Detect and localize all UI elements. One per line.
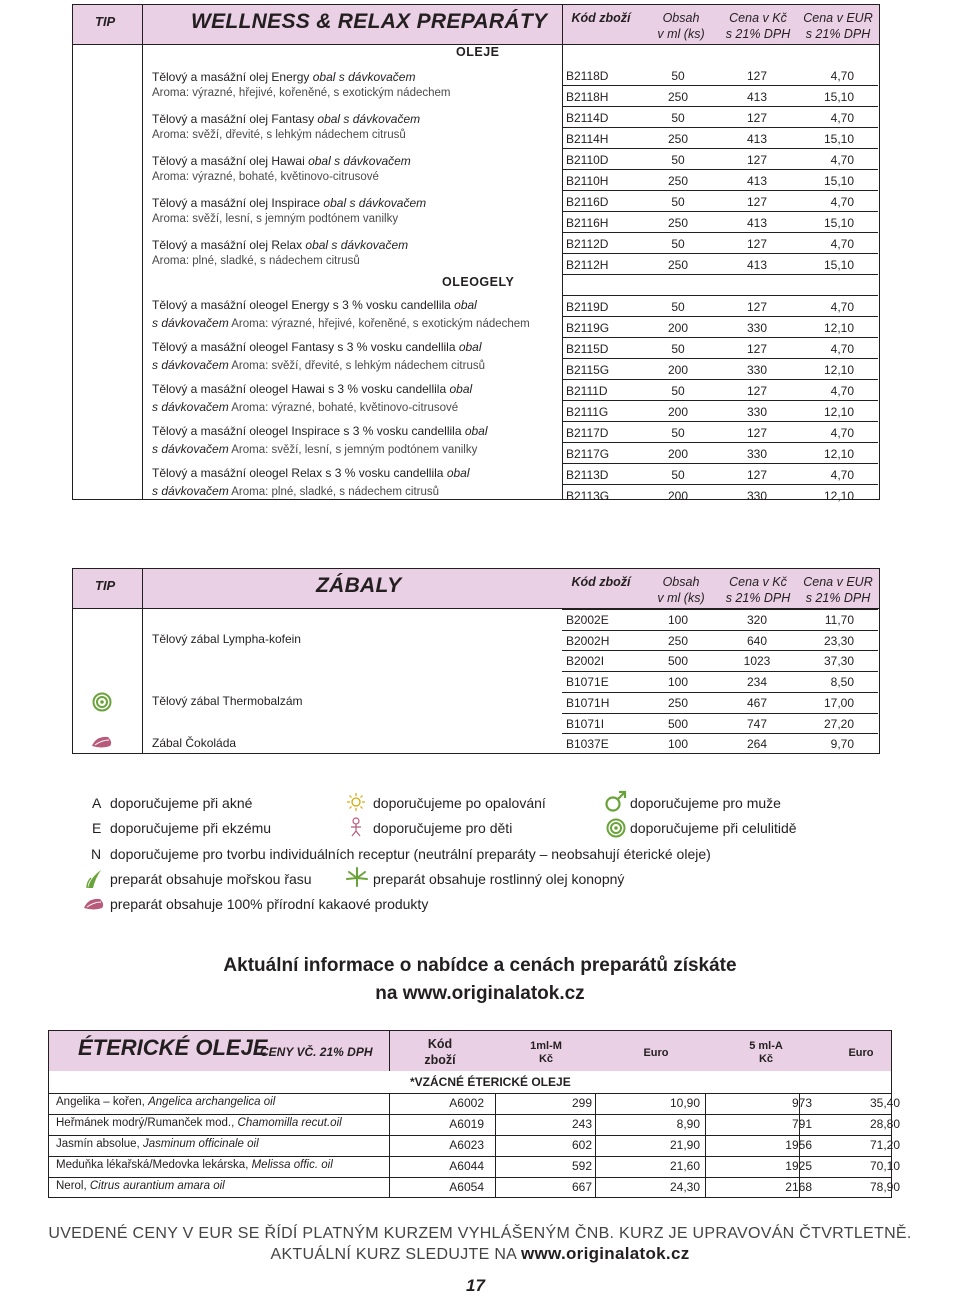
oil-name (56, 1096, 275, 1108)
czk-cell: 127 (746, 342, 768, 356)
czk-cell: 413 (746, 258, 768, 272)
code-cell: B1071E (566, 675, 609, 690)
row-divider (562, 421, 878, 422)
tip-column (73, 5, 143, 499)
code-cell: B2118H (566, 90, 609, 104)
row-divider (562, 337, 878, 338)
eur-cell: 15,10 (823, 132, 854, 146)
oil-name-main: Heřmánek modrý/Rumanček mod., (56, 1117, 238, 1129)
code-cell: A6019 (449, 1117, 484, 1131)
product-name-main: Tělový a masážní oleogel Fantasy s 3 % vosku candellila (152, 340, 459, 354)
row-divider (562, 442, 878, 443)
product-packaging: obal (446, 466, 470, 480)
czk-cell: 127 (746, 153, 768, 167)
code-cell: B2116H (566, 216, 609, 230)
row-divider (562, 127, 878, 128)
row-divider (562, 295, 878, 296)
male-icon (604, 790, 628, 814)
content-cell: 100 (667, 675, 689, 690)
row-divider (562, 358, 878, 359)
row-divider (562, 609, 878, 610)
czk-cell: 330 (746, 489, 768, 503)
row-divider (562, 316, 878, 317)
content-cell: 250 (667, 216, 689, 230)
content-cell: 50 (671, 69, 685, 83)
row-divider (562, 733, 878, 734)
col-czk-header: Cena v Kč s 21% DPH (725, 575, 791, 605)
product-aroma: Aroma: plné, sladké, s nádechem citrusů (152, 255, 360, 267)
legend-algae: preparát obsahuje mořskou řasu (110, 871, 312, 887)
eur-cell: 15,10 (823, 174, 854, 188)
row-divider (562, 692, 878, 693)
eur-cell: 4,70 (830, 468, 854, 482)
aroma-text: Aroma: plné, sladké, s nádechem citrusů (228, 486, 440, 498)
code-cell: B2112D (566, 237, 609, 251)
code-cell: B2111D (566, 384, 608, 398)
product-name-main: Tělový a masážní olej Inspirace (152, 196, 324, 210)
eur-cell: 37,30 (823, 654, 854, 669)
legend-neutral: doporučujeme pro tvorbu individuálních receptur (neutrální preparáty – neobsahují éterické oleje) (110, 846, 711, 862)
eur-cell: 4,70 (830, 195, 854, 209)
col-eur-header: Cena v EUR s 21% DPH (803, 11, 873, 41)
czk-cell: 413 (746, 174, 768, 188)
col-code-header: Kód zboží (571, 11, 631, 25)
oil-latin-name: Jasminum officinale oil (142, 1138, 259, 1150)
product-packaging: obal (464, 424, 488, 438)
oil-name (56, 1180, 225, 1192)
oil-latin-name: Chamomilla recut.oil (237, 1117, 342, 1129)
product-aroma: Aroma: svěží, dřevité, s lehkým nádechem citrusů (152, 129, 406, 141)
czk-cell: 127 (746, 69, 768, 83)
product-name (152, 154, 411, 168)
czk-cell: 413 (746, 132, 768, 146)
product-name-main: Tělový a masážní olej Fantasy (152, 112, 318, 126)
content-cell: 100 (667, 737, 689, 752)
code-cell: A6002 (449, 1096, 484, 1110)
row-divider (562, 379, 878, 380)
eur-cell: 4,70 (830, 342, 854, 356)
tip-label: TIP (95, 14, 116, 29)
row-divider (562, 190, 878, 191)
eur-cell: 15,10 (823, 216, 854, 230)
eur-cell: 12,10 (823, 363, 854, 377)
product-aroma: Aroma: výrazné, bohaté, květinovo-citrusové (152, 171, 379, 183)
footer-line-2: AKTUÁLNÍ KURZ SLEDUJTE NA www.originalatok.cz (270, 1244, 690, 1263)
code-cell: B2113G (566, 489, 610, 503)
product-packaging: obal (449, 382, 473, 396)
euro-5ml-cell: 70,10 (869, 1159, 900, 1173)
legend-key-a: A (92, 795, 102, 811)
czk-cell: 330 (746, 405, 768, 419)
zabal-name: Zábal Čokoláda (152, 736, 237, 750)
eur-cell: 4,70 (830, 426, 854, 440)
col-content-header: Obsah v ml (ks) (657, 575, 705, 605)
product-name-main: Tělový a masážní olej Relax (152, 238, 306, 252)
content-cell: 500 (667, 654, 689, 669)
aroma-text: Aroma: svěží, lesní, s jemným podtónem vanilky (228, 444, 478, 456)
euro-5ml-cell: 78,90 (869, 1180, 900, 1194)
row-divider (562, 484, 878, 485)
code-cell: B2002I (566, 654, 605, 669)
eur-cell: 27,20 (823, 716, 854, 731)
czk-cell: 264 (746, 737, 768, 752)
content-cell: 100 (667, 613, 689, 627)
row-divider (562, 148, 878, 149)
code-cell: B2114H (566, 132, 609, 146)
content-cell: 50 (671, 426, 685, 440)
content-cell: 50 (671, 300, 685, 314)
product-aroma: Aroma: svěží, lesní, s jemným podtónem vanilky (152, 213, 399, 225)
oil-latin-name: Citrus aurantium amara oil (89, 1180, 225, 1192)
product-name (152, 298, 477, 312)
legend-eczema: doporučujeme při ekzému (110, 820, 272, 836)
czk-cell: 747 (746, 716, 768, 731)
product-packaging: s dávkovačem (152, 358, 229, 372)
content-cell: 200 (667, 489, 689, 503)
code-cell: A6054 (449, 1180, 484, 1194)
product-name (152, 238, 408, 252)
content-cell: 50 (671, 468, 685, 482)
row-divider (562, 232, 878, 233)
legend-hemp: preparát obsahuje rostlinný olej konopný (373, 871, 625, 887)
euro-1ml-cell: 21,90 (669, 1138, 700, 1152)
code-cell: B2119G (566, 321, 610, 335)
footer-link[interactable]: www.originalatok.cz (521, 1244, 690, 1263)
code-cell: B2002H (566, 633, 610, 648)
content-cell: 50 (671, 237, 685, 251)
euro-5ml-cell: 35,40 (869, 1096, 900, 1110)
col-content-header: Obsah v ml (ks) (657, 11, 705, 41)
czk-cell: 330 (746, 447, 768, 461)
oil-name (56, 1159, 333, 1171)
euro-1ml-cell: 21,60 (669, 1159, 700, 1173)
legend-men: doporučujeme pro muže (630, 795, 781, 811)
price-5ml-cell: 2168 (785, 1180, 812, 1194)
code-cell: B2114D (566, 111, 609, 125)
content-cell: 50 (671, 111, 685, 125)
eur-cell: 15,10 (823, 258, 854, 272)
code-cell: B2115D (566, 342, 609, 356)
price-5ml-cell: 1956 (785, 1138, 812, 1152)
tip-label: TIP (95, 578, 116, 593)
czk-cell: 127 (746, 237, 768, 251)
product-packaging: obal s dávkovačem (317, 112, 421, 126)
code-cell: B1037E (566, 737, 609, 752)
oil-latin-name: Melissa offic. oil (251, 1159, 333, 1171)
content-cell: 200 (667, 405, 689, 419)
product-name (152, 70, 415, 84)
eur-cell: 4,70 (830, 69, 854, 83)
czk-cell: 127 (746, 468, 768, 482)
eteric-section: *VZÁCNÉ ÉTERICKÉ OLEJE (410, 1075, 571, 1089)
eur-cell: 23,30 (823, 633, 854, 648)
product-name (152, 466, 470, 480)
notice-line-2: na www.originalatok.cz (375, 983, 585, 1004)
oil-name (56, 1117, 342, 1129)
price-5ml-cell: 973 (791, 1096, 812, 1110)
oil-name-main: Angelika – kořen, (56, 1096, 149, 1108)
czk-cell: 1023 (743, 654, 771, 669)
eur-cell: 12,10 (823, 321, 854, 335)
code-cell: A6023 (449, 1138, 484, 1152)
product-name-main: Tělový a masážní olej Energy (152, 70, 313, 84)
row-divider (562, 253, 878, 254)
czk-cell: 127 (746, 195, 768, 209)
eur-cell: 12,10 (823, 447, 854, 461)
row-divider (562, 463, 878, 464)
euro-1ml-cell: 24,30 (669, 1180, 700, 1194)
product-packaging: obal (458, 340, 482, 354)
eur-cell: 4,70 (830, 111, 854, 125)
content-cell: 250 (667, 174, 689, 188)
row-divider (562, 650, 878, 651)
content-cell: 50 (671, 384, 685, 398)
eteric-col-5ml: 5 ml-A Kč (749, 1040, 783, 1065)
product-packaging: obal s dávkovačem (308, 154, 411, 168)
content-cell: 200 (667, 363, 689, 377)
product-packaging: s dávkovačem (152, 442, 229, 456)
section-oleogels: OLEOGELY (442, 275, 515, 289)
euro-1ml-cell: 8,90 (676, 1117, 700, 1131)
hemp-icon (346, 866, 368, 888)
product-name (152, 424, 488, 438)
product-aroma (152, 442, 477, 456)
eteric-col-1ml: 1ml-M Kč (530, 1040, 562, 1065)
content-cell: 200 (667, 447, 689, 461)
eur-cell: 12,10 (823, 405, 854, 419)
algae-icon (84, 868, 104, 890)
zabal-name: Tělový zábal Lympha-kofein (152, 632, 301, 646)
legend-key-e: E (92, 820, 102, 836)
oil-name-main: Jasmín absolue, (56, 1138, 143, 1150)
row-divider (562, 169, 878, 170)
legend-sun: doporučujeme po opalování (373, 795, 546, 811)
price-1ml-cell: 299 (571, 1096, 592, 1110)
cocoa-icon (90, 734, 114, 750)
euro-1ml-cell: 10,90 (669, 1096, 700, 1110)
eteric-col-euro2: Euro (848, 1047, 874, 1059)
product-name-main: Tělový a masážní oleogel Hawai s 3 % vosku candellila (152, 382, 450, 396)
notice-line-1: Aktuální informace o nabídce a cenách preparátů získáte (223, 955, 737, 976)
price-1ml-cell: 602 (571, 1138, 592, 1152)
code-cell: B2115G (566, 363, 610, 377)
code-cell: B2110D (566, 153, 609, 167)
czk-cell: 320 (746, 613, 768, 627)
euro-5ml-cell: 28,80 (869, 1117, 900, 1131)
footer-line-1: UVEDENÉ CENY V EUR SE ŘÍDÍ PLATNÝM KURZEM VYHLÁŠENÝM ČNB. KURZ JE UPRAVOVÁN ČTVRTLETNĚ. (48, 1225, 912, 1242)
content-cell: 50 (671, 195, 685, 209)
row-divider (562, 106, 878, 107)
czk-cell: 127 (746, 426, 768, 440)
aroma-text: Aroma: výrazné, bohaté, květinovo-citrusové (228, 402, 459, 414)
euro-5ml-cell: 71,20 (869, 1138, 900, 1152)
eur-cell: 11,70 (824, 613, 854, 627)
code-cell: B1071H (566, 695, 610, 710)
product-aroma (152, 316, 530, 330)
product-packaging: obal s dávkovačem (312, 70, 416, 84)
col-code-header: Kód zboží (571, 575, 631, 589)
product-aroma (152, 400, 458, 414)
content-cell: 50 (671, 153, 685, 167)
content-cell: 200 (667, 321, 689, 335)
product-name-main: Tělový a masážní oleogel Inspirace s 3 % vosku candellila (152, 424, 465, 438)
content-cell: 500 (667, 716, 689, 731)
tip-column (73, 569, 143, 753)
wellness-title: WELLNESS & RELAX PREPARÁTY (191, 10, 548, 33)
czk-cell: 234 (746, 675, 768, 690)
oil-name-main: Meduňka lékařská/Medovka lekárska, (56, 1159, 252, 1171)
eur-cell: 15,10 (823, 90, 854, 104)
czk-cell: 467 (746, 695, 768, 710)
cocoa-icon (82, 896, 106, 912)
aroma-text: Aroma: výrazné, hřejivé, kořeněné, s exotickým nádechem (228, 318, 530, 330)
content-cell: 250 (667, 633, 689, 648)
eur-cell: 9,70 (830, 737, 854, 752)
price-5ml-cell: 1925 (785, 1159, 812, 1173)
legend-cellulite: doporučujeme při celulitidě (630, 820, 797, 836)
eur-cell: 4,70 (830, 153, 854, 167)
row-divider (562, 85, 878, 86)
product-packaging: s dávkovačem (152, 484, 229, 498)
eur-cell: 17,00 (823, 695, 854, 710)
czk-cell: 413 (746, 90, 768, 104)
legend-cocoa: preparát obsahuje 100% přírodní kakaové produkty (110, 896, 429, 912)
product-packaging: obal s dávkovačem (323, 196, 427, 210)
code-cell: B2111G (566, 405, 609, 419)
product-name-main: Tělový a masážní oleogel Energy s 3 % vosku candellila (152, 298, 455, 312)
eteric-subtitle: CENY VČ. 21% DPH (260, 1045, 373, 1059)
price-5ml-cell: 791 (791, 1117, 812, 1131)
divider (562, 5, 563, 499)
code-cell: B2118D (566, 69, 609, 83)
czk-cell: 640 (746, 633, 768, 648)
code-cell: B2113D (566, 468, 609, 482)
content-cell: 50 (671, 342, 685, 356)
product-aroma (152, 358, 485, 372)
czk-cell: 413 (746, 216, 768, 230)
content-cell: 250 (667, 695, 689, 710)
sun-icon (346, 792, 366, 812)
czk-cell: 330 (746, 363, 768, 377)
aroma-text: Aroma: svěží, dřevité, s lehkým nádechem citrusů (228, 360, 485, 372)
zabaly-title: ZÁBALY (316, 574, 402, 597)
eur-cell: 4,70 (830, 300, 854, 314)
code-cell: B2117G (566, 447, 610, 461)
product-name (152, 340, 482, 354)
product-name (152, 196, 426, 210)
content-cell: 250 (667, 258, 689, 272)
row-divider (562, 630, 878, 631)
eteric-title: ÉTERICKÉ OLEJE (78, 1035, 268, 1060)
eur-cell: 4,70 (830, 237, 854, 251)
child-icon (346, 817, 366, 837)
price-1ml-cell: 243 (571, 1117, 592, 1131)
code-cell: B1071I (566, 716, 605, 731)
content-cell: 250 (667, 132, 689, 146)
eur-cell: 8,50 (830, 675, 854, 690)
product-packaging: s dávkovačem (152, 400, 229, 414)
code-cell: A6044 (449, 1159, 484, 1173)
row-divider (562, 211, 878, 212)
code-cell: B2116D (566, 195, 609, 209)
czk-cell: 127 (746, 111, 768, 125)
code-cell: B2112H (566, 258, 609, 272)
czk-cell: 330 (746, 321, 768, 335)
code-cell: B2002E (566, 613, 609, 627)
product-aroma: Aroma: výrazné, hřejivé, kořeněné, s exotickým nádechem (152, 87, 451, 99)
zabal-name: Tělový zábal Thermobalzám (152, 694, 303, 708)
row-divider (562, 400, 878, 401)
legend-kids: doporučujeme pro děti (373, 820, 513, 836)
eteric-col-code: Kód zboží (424, 1037, 456, 1067)
oil-name-main: Nerol, (56, 1180, 90, 1192)
price-1ml-cell: 667 (571, 1180, 592, 1194)
eur-cell: 12,10 (823, 489, 854, 503)
page-number: 17 (466, 1276, 485, 1295)
row-divider (562, 713, 878, 714)
code-cell: B2119D (566, 300, 609, 314)
product-name (152, 382, 472, 396)
oil-latin-name: Angelica archangelica oil (148, 1096, 276, 1108)
price-1ml-cell: 592 (571, 1159, 592, 1173)
col-eur-header: Cena v EUR s 21% DPH (803, 575, 873, 605)
product-name-main: Tělový a masážní olej Hawai (152, 154, 309, 168)
product-packaging: obal s dávkovačem (305, 238, 409, 252)
product-packaging: s dávkovačem (152, 316, 229, 330)
content-cell: 250 (667, 90, 689, 104)
row-divider (562, 274, 878, 275)
eur-cell: 4,70 (830, 384, 854, 398)
eteric-col-euro: Euro (643, 1047, 669, 1059)
product-aroma (152, 484, 439, 498)
czk-cell: 127 (746, 300, 768, 314)
oil-name (56, 1138, 259, 1150)
legend-key-n: N (91, 846, 102, 862)
cellulite-icon (92, 692, 112, 712)
product-name-main: Tělový a masážní oleogel Relax s 3 % vosku candellila (152, 466, 447, 480)
row-divider (562, 671, 878, 672)
product-name (152, 112, 420, 126)
section-oils: OLEJE (456, 45, 500, 59)
legend-acne: doporučujeme při akné (110, 795, 253, 811)
cellulite-icon (606, 818, 626, 838)
code-cell: B2110H (566, 174, 609, 188)
code-cell: B2117D (566, 426, 609, 440)
product-packaging: obal (454, 298, 477, 312)
czk-cell: 127 (746, 384, 768, 398)
col-czk-header: Cena v Kč s 21% DPH (725, 11, 791, 41)
